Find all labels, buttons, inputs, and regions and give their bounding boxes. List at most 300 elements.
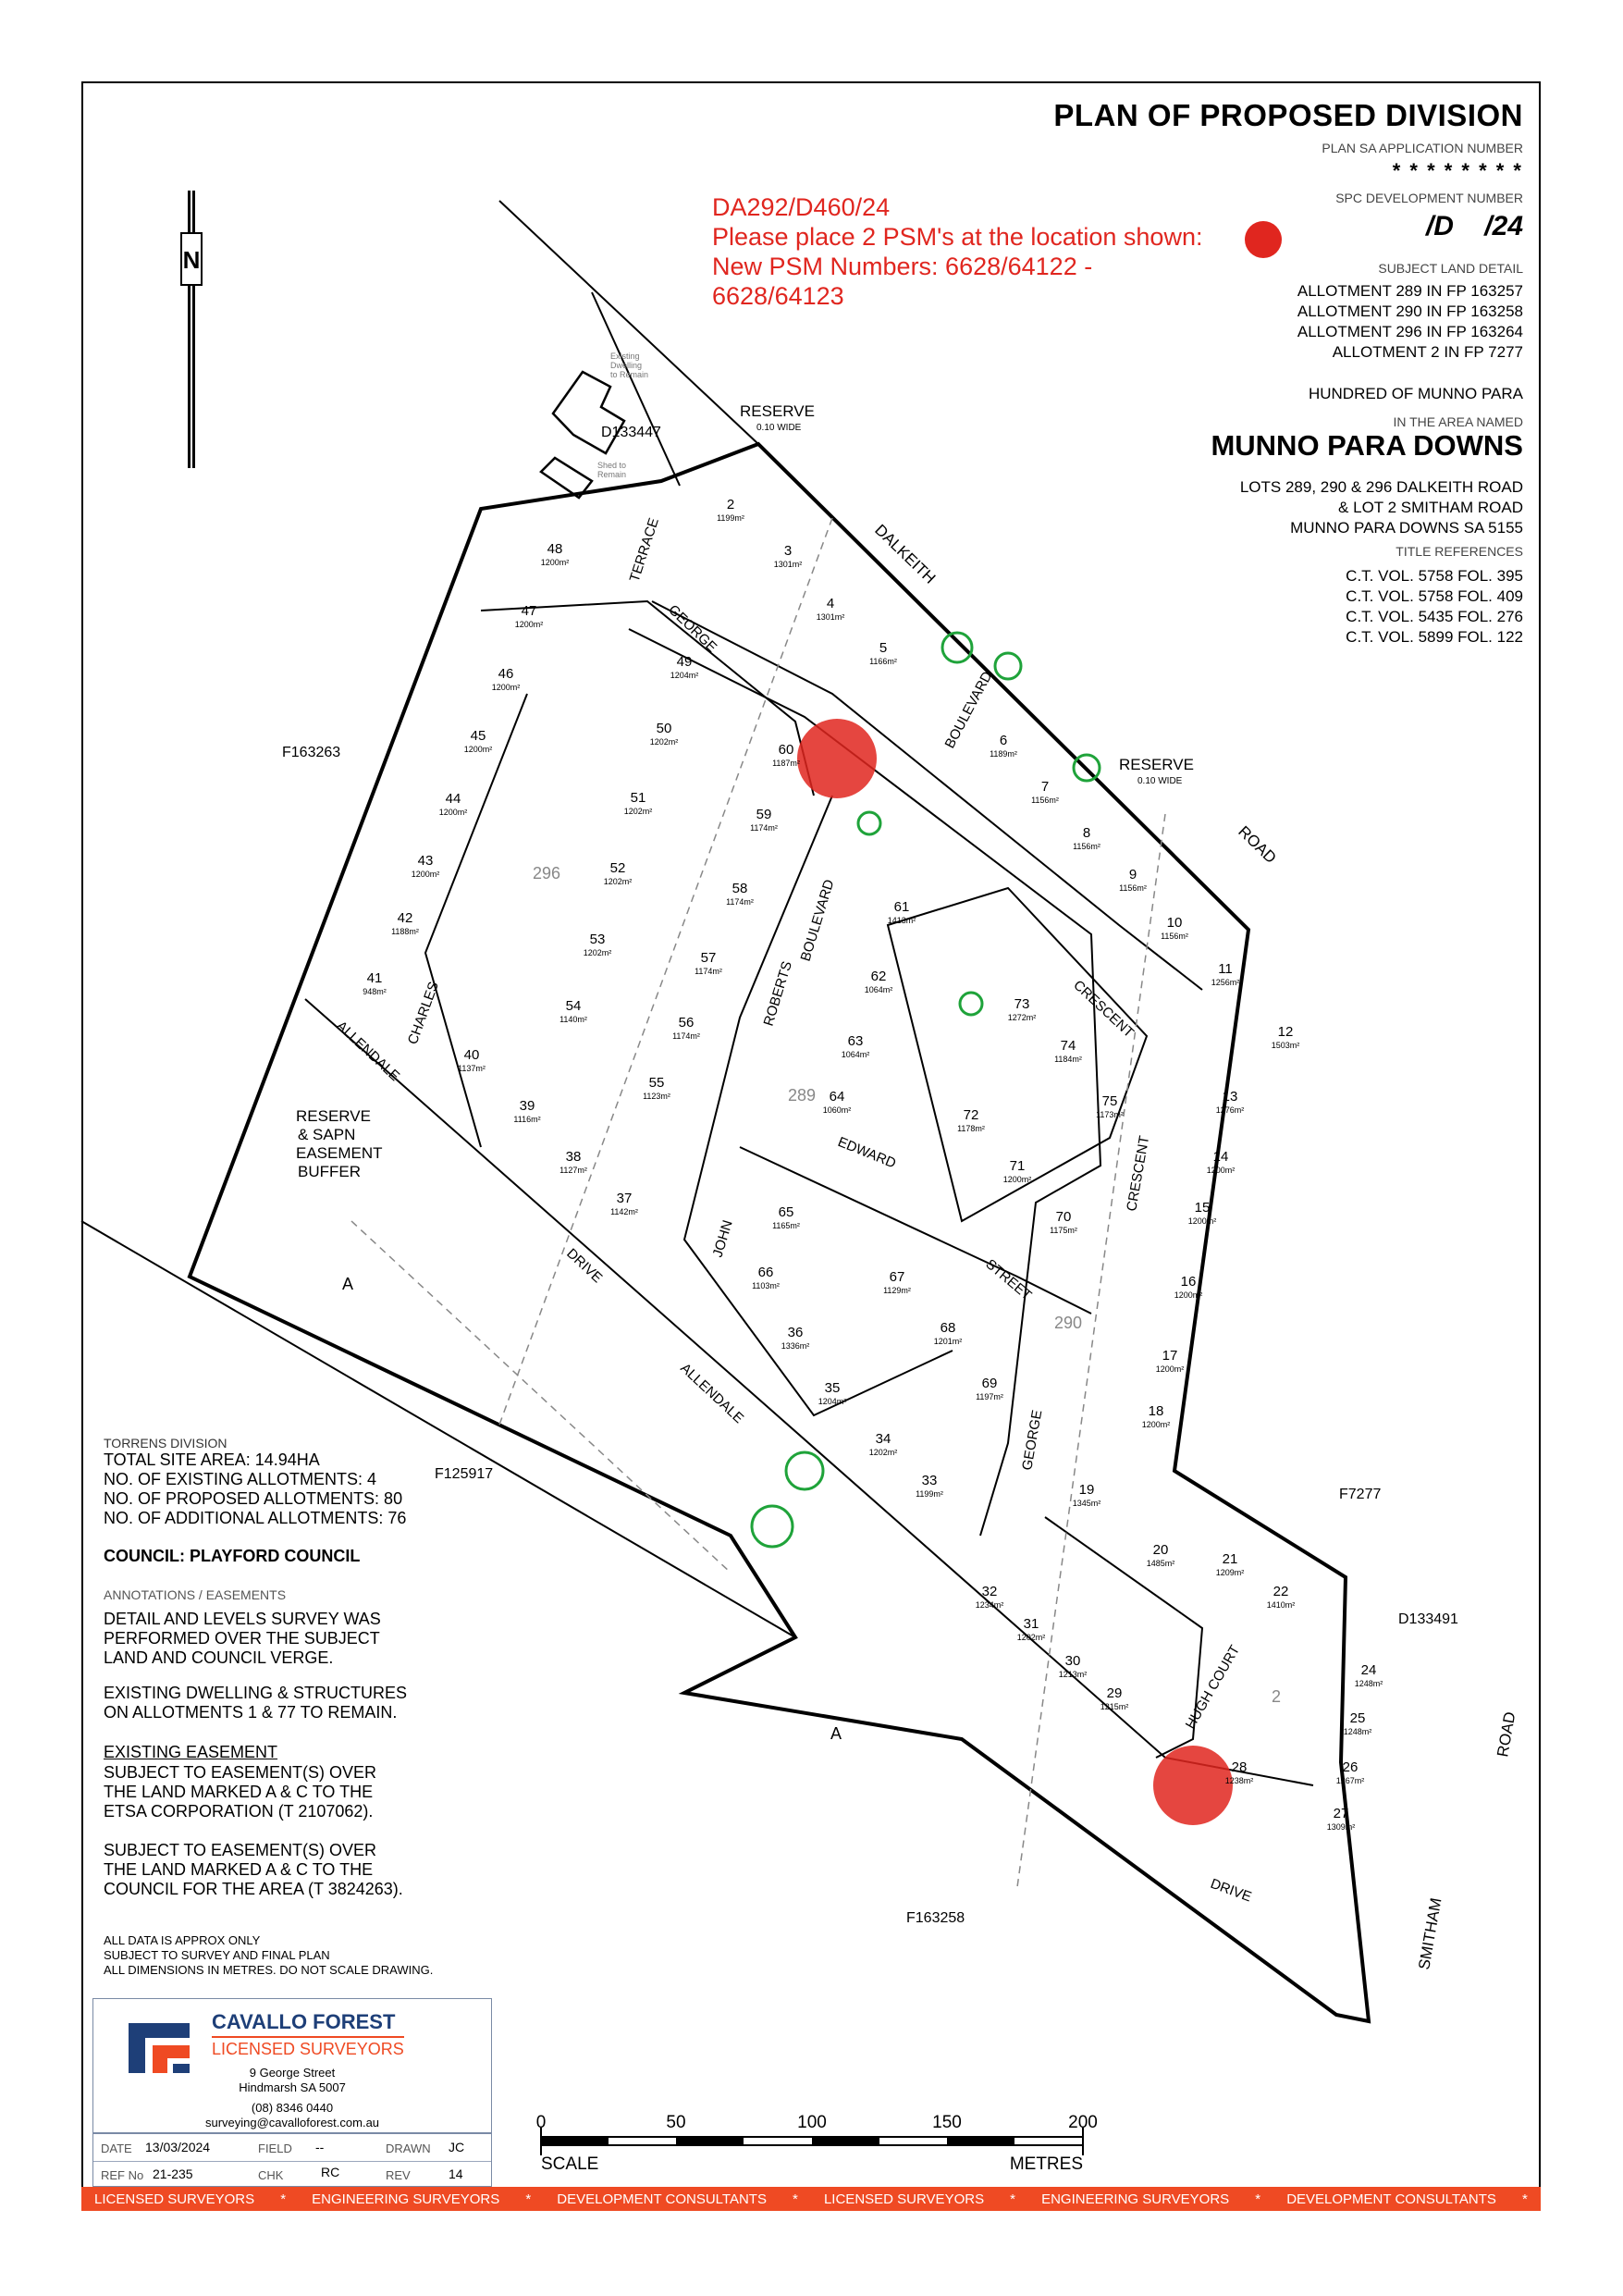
allotment-area: 1174m² [750,823,778,833]
allotment-area: 1345m² [1072,1499,1101,1508]
label-reserve-sapn: RESERVE [296,1107,371,1125]
street-george-south: GEORGE [1019,1408,1046,1472]
allotment-area: 1174m² [672,1031,700,1041]
allotment-area: 1184m² [1054,1055,1082,1064]
allotment-number: 27 [1333,1806,1349,1821]
company-logo-box [92,1998,492,2133]
existing-note-line: EXISTING DWELLING & STRUCTURES [104,1684,408,1702]
allotment-area: 1202m² [623,807,653,816]
allotment-area: 1238m² [1224,1776,1254,1785]
title-ref-line: C.T. VOL. 5758 FOL. 409 [1346,587,1523,605]
allotment-area: 1174m² [726,897,754,907]
allotment-area: 1200m² [1174,1290,1203,1300]
allotment-area: 1123m² [643,1092,670,1101]
allotment-area: 1503m² [1271,1041,1300,1050]
easement-a [104,1763,376,1821]
allotment-area: 1165m² [772,1221,800,1230]
street-roberts: ROBERTS [760,959,795,1029]
footer-item: * [793,2191,798,2207]
footer-item: DEVELOPMENT CONSULTANTS [1286,2191,1496,2207]
allotment-labels [363,497,1383,1832]
field-label: FIELD [258,2142,292,2155]
allotment-number: 38 [565,1149,582,1165]
drawn-label: DRAWN [386,2142,431,2155]
allotment-area: 1200m² [1155,1364,1185,1374]
allotment-number: 30 [1064,1653,1081,1669]
torrens-lines [104,1450,406,1528]
plan-sa-value: * * * * * * * * [1392,159,1523,182]
allotment-area: 1156m² [1031,796,1059,805]
tree-icon [960,993,982,1015]
allotment-area: 1410m² [1266,1600,1296,1610]
footer-item: * [525,2191,532,2207]
allotment-area: 1213m² [1058,1670,1088,1679]
label-lot-289: 289 [788,1086,817,1105]
street-crescent-north: CRESCENT [1070,977,1137,1042]
allotment-area: 1309m² [1326,1822,1356,1832]
allotment-area: 1156m² [1161,932,1188,941]
label-lot-290: 290 [1054,1314,1083,1332]
scale-tick-label: 0 [535,2113,547,2132]
allotment-area: 1156m² [1073,842,1100,851]
allotment-area: 1199m² [916,1489,943,1499]
road-george-john-roberts-east [649,601,1202,990]
street-crescent-east: CRESCENT [1124,1134,1153,1213]
hundred: HUNDRED OF MUNNO PARA [1308,385,1523,402]
footer-item: DEVELOPMENT CONSULTANTS [557,2191,767,2207]
scale-bar [536,2113,1098,2174]
street-dalkeith: DALKEITH [871,521,940,587]
chk-label: CHK [258,2168,284,2182]
plan-sa-label: PLAN SA APPLICATION NUMBER [1322,141,1523,155]
allotment-area: 1103m² [752,1281,780,1290]
title-ref-line: C.T. VOL. 5435 FOL. 276 [1346,608,1523,625]
easement-a-line: ETSA CORPORATION (T 2107062). [104,1802,374,1821]
label-existing-dwelling: Existing [610,352,640,361]
street-john: JOHN [709,1218,736,1260]
label-d133447: D133447 [601,425,661,440]
allotment-area: 1204m² [818,1397,847,1406]
allotment-number: 65 [778,1204,794,1220]
label-lot-2: 2 [1272,1687,1282,1706]
existing-shed [541,458,592,498]
allotment-area: 1202m² [649,737,679,747]
allotment-number: 44 [445,791,461,807]
title-ref-line: C.T. VOL. 5758 FOL. 395 [1346,567,1523,585]
allotment-area: 1202m² [583,948,612,957]
allotment-area: 1201m² [933,1337,963,1346]
allotment-area: 1187m² [772,759,800,768]
footer-item: LICENSED SURVEYORS [94,2191,255,2207]
allotment-number: 56 [678,1015,695,1031]
allotment-area: 1301m² [816,612,845,622]
label-reserve-sapn: EASEMENT [296,1144,383,1162]
survey-note-line: PERFORMED OVER THE SUBJECT [104,1629,380,1648]
allotment-area: 1202m² [1016,1633,1046,1642]
torrens-line: NO. OF EXISTING ALLOTMENTS: 4 [104,1470,377,1488]
tree-icon [858,812,880,834]
street-allendale-east: ALLENDALE [677,1360,747,1427]
rev-value: 14 [449,2166,463,2181]
label-existing-dwelling: to Remain [610,370,649,379]
company-street: 9 George Street [249,2066,336,2080]
allotment-area: 1200m² [438,808,468,817]
street-charles: CHARLES [404,979,442,1047]
survey-note [104,1610,381,1668]
allotment-number: 42 [397,910,413,926]
tree-icon [786,1452,823,1489]
allotment-number: 51 [630,790,646,806]
label-f125917: F125917 [435,1466,494,1482]
allotment-number: 9 [1128,867,1137,883]
footer-item: LICENSED SURVEYORS [823,2191,985,2207]
allotment-area: 948m² [363,987,387,996]
easement-lines [351,515,1165,1887]
scale-tick-label: 100 [797,2113,827,2132]
label-easement-a: A [342,1275,354,1293]
allotment-area: 1116m² [513,1115,541,1124]
allotment-number: 24 [1360,1662,1377,1678]
allotment-area: 1248m² [1354,1679,1383,1688]
spc-value: /D /24 [1425,211,1523,241]
annotations-heading: ANNOTATIONS / EASEMENTS [104,1587,287,1602]
rev-label: REV [386,2168,411,2182]
subject-land-line: ALLOTMENT 289 IN FP 163257 [1297,282,1523,300]
allotment-area: 1413m² [887,916,916,925]
allotment-number: 6 [999,733,1008,748]
survey-note-line: DETAIL AND LEVELS SURVEY WAS [104,1610,381,1628]
label-reserve-north: RESERVE [740,402,815,420]
tree-icon [942,633,972,662]
footer-strip [81,2187,1541,2211]
street-edward: EDWARD [835,1133,899,1172]
date-value: 13/03/2024 [145,2140,211,2154]
label-f7277: F7277 [1339,1487,1382,1502]
allotment-number: 34 [875,1431,891,1447]
allotment-area: 1301m² [773,560,803,569]
allotment-number: 66 [757,1265,774,1280]
label-reserve-sapn: & SAPN [298,1126,356,1143]
allotment-number: 52 [609,860,626,876]
allotment-number: 63 [847,1033,864,1049]
subject-land-label: SUBJECT LAND DETAIL [1378,261,1523,276]
address-line: MUNNO PARA DOWNS SA 5155 [1290,519,1523,537]
street-george-north: GEORGE [665,601,720,656]
north-label: N [182,246,201,274]
allotment-number: 11 [1218,961,1233,977]
footer-item: * [280,2191,287,2207]
allotment-number: 12 [1277,1024,1294,1040]
easement-b-line: SUBJECT TO EASEMENT(S) OVER [104,1841,377,1859]
torrens-line: NO. OF ADDITIONAL ALLOTMENTS: 76 [104,1509,407,1527]
allotment-area: 1064m² [864,985,893,994]
annotation-line: New PSM Numbers: 6628/64122 - [712,253,1093,280]
allotment-number: 46 [498,666,514,682]
allotment-number: 16 [1180,1274,1197,1290]
label-f163263: F163263 [282,745,341,760]
scale-tick-label: 150 [932,2113,962,2132]
allotment-number: 21 [1222,1551,1238,1567]
company-name: CAVALLO FOREST [212,2010,396,2033]
street-smitham-road: ROAD [1494,1710,1519,1759]
allotment-number: 55 [648,1075,665,1091]
allotment-number: 37 [616,1191,633,1206]
area-named: MUNNO PARA DOWNS [1211,429,1523,462]
allotment-area: 1248m² [1343,1727,1372,1736]
allotment-number: 54 [565,998,582,1014]
label-reserve-sapn: BUFFER [298,1163,361,1180]
allotment-number: 45 [470,728,486,744]
allotment-number: 22 [1273,1584,1289,1599]
allotment-area: 1178m² [957,1124,985,1133]
allotment-area: 1127m² [559,1166,587,1175]
plan-info-table [92,2133,492,2187]
allotment-number: 61 [893,899,910,915]
street-boulevard: BOULEVARD [797,877,838,964]
ref-value: 21-235 [153,2166,193,2181]
allotment-area: 1200m² [411,870,440,879]
easement-a-line: SUBJECT TO EASEMENT(S) OVER [104,1763,377,1782]
label-shed: Shed to [597,461,627,470]
allotment-area: 1156m² [1119,883,1147,893]
label-reserve-east-width: 0.10 WIDE [1137,776,1183,786]
allotment-number: 14 [1212,1149,1229,1165]
allotment-area: 1200m² [1002,1175,1032,1184]
label-lot-296: 296 [533,864,561,883]
allotment-number: 32 [981,1584,998,1599]
allotment-number: 19 [1078,1482,1095,1498]
allotment-area: 1272m² [1007,1013,1037,1022]
allotment-area: 1166m² [869,657,897,666]
allotment-number: 58 [732,881,748,896]
street-dalkeith-road: ROAD [1235,822,1280,868]
existing-note [104,1684,407,1722]
allotment-number: 73 [1014,996,1030,1012]
street-allendale-west: ALLENDALE [333,1018,403,1085]
road-charles [425,694,527,1147]
allotment-area: 1485m² [1146,1559,1175,1568]
street-hugh-court: HUGH COURT [1182,1642,1244,1732]
tree-icon [752,1506,793,1547]
allotment-number: 59 [756,807,772,822]
existing-dwelling [553,372,624,453]
allotment-number: 15 [1194,1200,1211,1216]
allotment-area: 1267m² [1335,1776,1365,1785]
tree-icon [995,653,1021,679]
plan-title: PLAN OF PROPOSED DIVISION [1053,98,1523,132]
easement-heading: EXISTING EASEMENT [104,1743,278,1761]
allotment-number: 48 [547,541,563,557]
chk-value: RC [321,2165,340,2179]
allotment-area: 1188m² [391,927,419,936]
street-john-roberts-boulevard: BOULEVARD [941,669,996,751]
allotment-area: 1256m² [1211,978,1240,987]
subject-land-line: ALLOTMENT 2 IN FP 7277 [1332,343,1523,361]
company-phone: (08) 8346 0440 [251,2101,334,2115]
company-suburb: Hindmarsh SA 5007 [239,2080,346,2094]
disclaimer [104,1933,433,1978]
title-ref-line: C.T. VOL. 5899 FOL. 122 [1346,628,1523,646]
allotment-area: 1204m² [670,671,699,680]
psm-location-marker [797,719,877,798]
field-value: -- [315,2140,325,2154]
street-drive-west: DRIVE [563,1245,606,1287]
info-row-1 [93,2134,491,2162]
allotment-area: 1199m² [717,513,744,523]
allotment-number: 68 [940,1320,956,1336]
footer-item: * [1521,2191,1528,2207]
allotment-number: 41 [366,970,383,986]
footer-item: ENGINEERING SURVEYORS [312,2191,500,2207]
scale-left-label: SCALE [541,2154,599,2174]
allotment-number: 18 [1148,1403,1164,1419]
scale-tick-label: 50 [666,2113,686,2132]
street-smitham: SMITHAM [1415,1896,1445,1971]
allotment-area: 1060m² [822,1105,852,1115]
allotment-area: 1209m² [1215,1568,1245,1577]
easement-b-line: THE LAND MARKED A & C TO THE [104,1860,374,1879]
allotment-number: 50 [656,721,672,736]
easement-a-line: THE LAND MARKED A & C TO THE [104,1783,374,1801]
survey-note-line: LAND AND COUNCIL VERGE. [104,1648,334,1667]
annotation-line: DA292/D460/24 [712,193,891,221]
allotment-area: 1129m² [883,1286,911,1295]
scale-tick-label: 200 [1068,2113,1098,2132]
allotment-number: 4 [826,596,835,611]
allotment-area: 1200m² [491,683,521,692]
easement-b [104,1841,403,1899]
allotment-area: 1215m² [1100,1702,1129,1711]
allotment-number: 70 [1055,1209,1072,1225]
label-easement-a: A [830,1724,842,1743]
allotment-area: 1200m² [540,558,570,567]
psm-location-marker [1153,1746,1233,1825]
company-subtitle: LICENSED SURVEYORS [212,2036,404,2059]
allotment-area: 1142m² [610,1207,638,1216]
allotment-area: 1189m² [990,749,1017,759]
allotment-number: 28 [1231,1759,1248,1775]
allotment-number: 75 [1101,1093,1118,1109]
address-line: & LOT 2 SMITHAM ROAD [1338,499,1523,516]
allotment-area: 1200m² [1187,1216,1217,1226]
street-terrace: TERRACE [626,515,662,585]
allotment-number: 29 [1106,1685,1123,1701]
allotment-number: 31 [1023,1616,1039,1632]
disclaimer-line: ALL DIMENSIONS IN METRES. DO NOT SCALE DRAWING. [104,1963,434,1977]
allotment-number: 35 [824,1380,841,1396]
allotment-number: 43 [417,853,434,869]
allotment-number: 62 [870,969,887,984]
allotment-area: 1200m² [1141,1420,1171,1429]
footer-item: ENGINEERING SURVEYORS [1041,2191,1230,2207]
allotment-number: 36 [787,1325,804,1340]
date-label: DATE [101,2142,132,2155]
allotment-number: 10 [1166,915,1183,931]
subject-land-line: ALLOTMENT 290 IN FP 163258 [1297,302,1523,320]
ref-label: REF No [101,2168,144,2182]
allotment-number: 33 [921,1473,938,1488]
allotment-number: 57 [700,950,717,966]
allotment-area: 1234m² [975,1600,1004,1610]
road-allendale-drive [305,999,1313,1785]
allotment-number: 5 [879,640,888,656]
allotment-area: 1336m² [781,1341,810,1351]
annotation-line: 6628/64123 [712,282,844,310]
allotment-number: 60 [778,742,794,758]
company-email: surveying@cavalloforest.com.au [204,2116,380,2129]
allotment-number: 40 [463,1047,480,1063]
allotment-number: 69 [981,1376,998,1391]
allotment-number: 67 [889,1269,905,1285]
allotment-area: 1064m² [841,1050,870,1059]
allotment-number: 3 [783,543,793,559]
north-arrow [181,191,202,468]
allotment-area: 1200m² [514,620,544,629]
allotment-area: 1173m² [1096,1110,1124,1119]
torrens-line: NO. OF PROPOSED ALLOTMENTS: 80 [104,1489,403,1508]
disclaimer-line: SUBJECT TO SURVEY AND FINAL PLAN [104,1948,330,1962]
allotment-area: 1175m² [1050,1226,1077,1235]
drawn-value: JC [449,2140,465,2154]
road-edward-street [740,1147,1091,1314]
allotment-number: 74 [1060,1038,1076,1054]
allotment-number: 39 [519,1098,535,1114]
council-line: COUNCIL: PLAYFORD COUNCIL [104,1547,361,1565]
allotment-number: 71 [1009,1158,1026,1174]
allotment-area: 1137m² [458,1064,486,1073]
allotment-number: 53 [589,932,606,947]
allotment-area: 1197m² [976,1392,1003,1401]
allotment-number: 49 [676,654,693,670]
allotment-area: 1202m² [868,1448,898,1457]
torrens-line: TOTAL SITE AREA: 14.94HA [104,1450,320,1469]
label-d133491: D133491 [1398,1611,1458,1627]
allotment-number: 13 [1222,1089,1238,1105]
allotment-number: 2 [726,497,735,512]
info-row-2 [93,2161,491,2188]
road-terrace-george [481,601,814,796]
address-line: LOTS 289, 290 & 296 DALKEITH ROAD [1239,478,1523,496]
allotment-area: 1202m² [603,877,633,886]
existing-note-line: ON ALLOTMENTS 1 & 77 TO REMAIN. [104,1703,398,1722]
allotment-number: 72 [963,1107,979,1123]
allotment-number: 17 [1162,1348,1178,1364]
label-reserve-north-width: 0.10 WIDE [756,423,802,433]
spc-label: SPC DEVELOPMENT NUMBER [1335,191,1523,205]
title-refs-label: TITLE REFERENCES [1396,544,1523,559]
label-existing-dwelling: Dwelling [610,361,643,370]
area-named-label: IN THE AREA NAMED [1393,414,1523,429]
allotment-area: 1200m² [1206,1166,1236,1175]
torrens-heading: TORRENS DIVISION [104,1436,227,1450]
easement-b-line: COUNCIL FOR THE AREA (T 3824263). [104,1880,403,1898]
allotment-area: 1276m² [1215,1105,1245,1115]
allotment-area: 1174m² [695,967,722,976]
allotment-number: 64 [829,1089,845,1105]
allotment-number: 20 [1152,1542,1169,1558]
street-street: STREET [982,1256,1035,1304]
company-address [93,2066,491,2130]
label-shed: Remain [597,470,627,479]
street-drive-east: DRIVE [1208,1875,1254,1906]
allotment-number: 47 [521,603,537,619]
allotment-number: 26 [1342,1759,1359,1775]
allotment-area: 1140m² [559,1015,587,1024]
allotment-number: 25 [1349,1710,1366,1726]
footer-item: * [1010,2191,1015,2207]
label-reserve-east: RESERVE [1119,756,1194,773]
subject-land-line: ALLOTMENT 296 IN FP 163264 [1297,323,1523,340]
